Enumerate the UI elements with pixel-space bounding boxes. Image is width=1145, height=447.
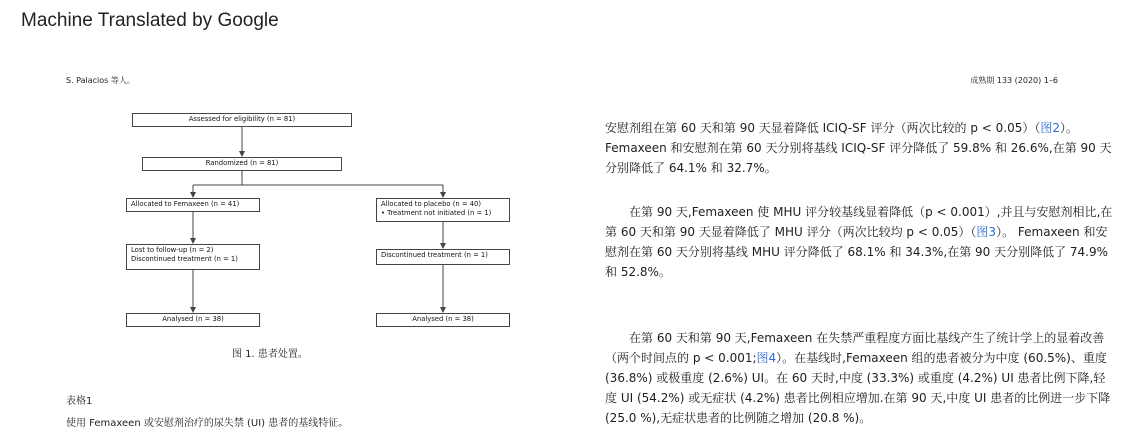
figure-caption: 图 1. 患者处置。 xyxy=(232,349,308,360)
running-head-journal: 成熟期 133 (2020) 1–6 xyxy=(970,76,1058,85)
paragraph-1-text-a: 安慰剂组在第 60 天和第 90 天显着降低 ICIQ-SF 评分（两次比较的 p < 0.05）（ xyxy=(605,121,1041,135)
box-lost-to-followup xyxy=(126,244,260,270)
figure-2-link[interactable]: 图2 xyxy=(1040,121,1060,135)
running-head-authors: S. Palacios 等人。 xyxy=(66,76,135,85)
box-randomized: Randomized (n = 81) xyxy=(142,157,342,171)
body-paragraph-2 xyxy=(605,202,1115,282)
box-allocated-placebo xyxy=(376,198,510,222)
box-analysed-femaxeen: Analysed (n = 38) xyxy=(126,313,260,327)
paragraph-3-text-b: ）。在基线时,Femaxeen 组的患者被分为中度 (60.5%)、重度 (36.8%) 或极重度 (2.6%) UI。在 60 天时,中度 (33.3%) 或重度 (4.2%) UI 患者比例下降,轻度 UI (54.2%) 或无症状 (4.2%) 患者比例相应增加.在第 90 天,中度 UI 患者的比例进一步下降 (25.0 %),无症状患者的比例随之增加 (20.8 %)。 xyxy=(605,351,1111,425)
paragraph-3-text-a: 在第 60 天和第 90 天,Femaxeen 在失禁严重程度方面比基线产生了统计学上的显着改善（两个时间点的 p < 0.001; xyxy=(605,331,1105,365)
table-caption: 使用 Femaxeen 或安慰剂治疗的尿失禁 (UI) 患者的基线特征。 xyxy=(66,418,349,429)
translation-banner: Machine Translated by Google xyxy=(21,10,279,31)
paragraph-2-text-b: ）。 Femaxeen 和安慰剂在第 60 天分别将基线 MHU 评分降低了 68.1% 和 34.3%,在第 90 天分别降低了 74.9% 和 52.8%。 xyxy=(605,225,1109,279)
box-allocated-femaxeen: Allocated to Femaxeen (n = 41) xyxy=(126,198,260,212)
figure-4-link[interactable]: 图4 xyxy=(756,351,777,365)
placebo-not-initiated-line: • Treatment not initiated (n = 1) xyxy=(381,208,492,217)
body-paragraph-1 xyxy=(605,118,1115,178)
lost-followup-line: Lost to follow-up (n = 2) xyxy=(131,246,214,254)
flowchart-figure xyxy=(110,105,530,335)
placebo-allocated-line: Allocated to placebo (n = 40) xyxy=(381,200,481,208)
body-paragraph-3 xyxy=(605,328,1115,428)
box-analysed-placebo: Analysed (n = 38) xyxy=(376,313,510,327)
lost-discontinued-line: Discontinued treatment (n = 1) xyxy=(131,254,238,263)
table-label: 表格1 xyxy=(66,396,93,407)
paragraph-2-text-a: 在第 90 天,Femaxeen 使 MHU 评分较基线显着降低（p < 0.001）,并且与安慰剂相比,在第 60 天和第 90 天显着降低了 MHU 评分（两次比较均 p < 0.05）（ xyxy=(605,205,1113,239)
figure-3-link[interactable]: 图3 xyxy=(976,225,997,239)
paragraph-1-text-b: ）。Femaxeen 和安慰剂在第 60 天分别将基线 ICIQ-SF 评分降低了 59.8% 和 26.6%,在第 90 天分别降低了 64.1% 和 32.7%。 xyxy=(605,121,1112,175)
box-discontinued-placebo: Discontinued treatment (n = 1) xyxy=(376,249,510,265)
box-assessed: Assessed for eligibility (n = 81) xyxy=(132,113,352,127)
